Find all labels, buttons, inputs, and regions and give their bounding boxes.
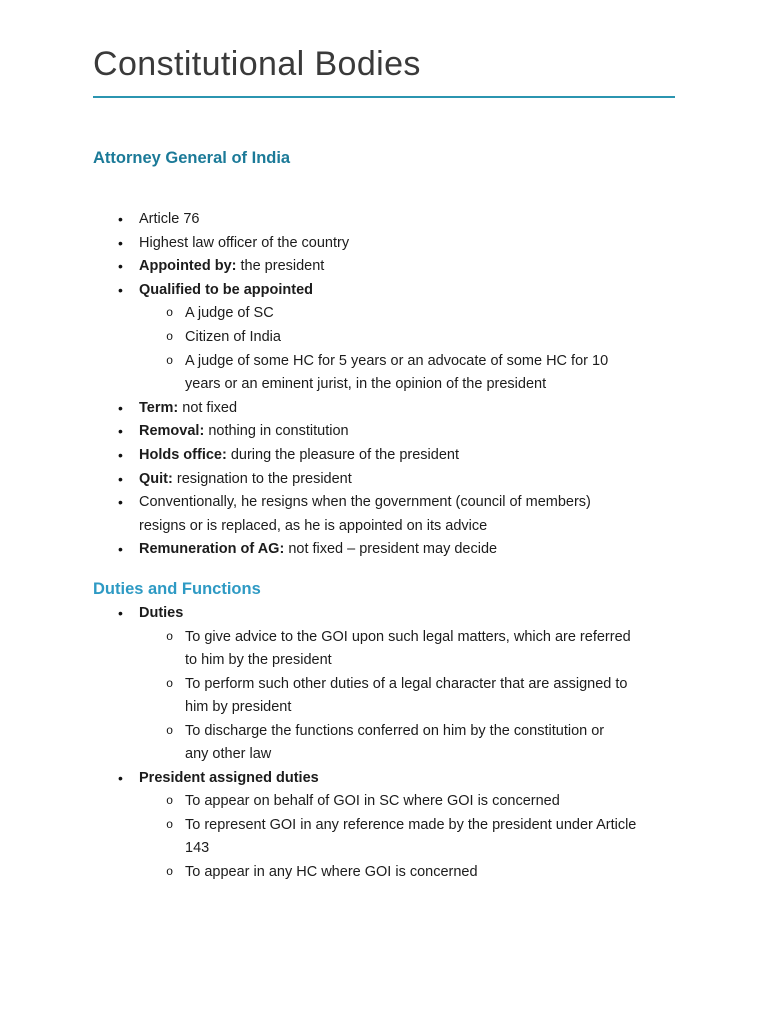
list-item [139, 491, 699, 538]
president-assigned-duties-sublist [185, 790, 699, 884]
sub-list-item [185, 302, 699, 326]
item-text: o Citizen of India [185, 328, 281, 345]
item-text: resignation to the president [176, 470, 352, 487]
list-item [139, 208, 699, 232]
sub-list-item [185, 350, 699, 397]
item-text: resigns or is replaced, as he is appointed on its advice [139, 517, 488, 534]
item-text: years or an eminent jurist, in the opinion of the president [185, 376, 547, 393]
item-text: 143 [185, 840, 210, 856]
section-heading-attorney-general: Attorney General of India [93, 149, 291, 167]
item-label: Appointed by: [139, 258, 237, 275]
item-text: not fixed [182, 399, 238, 416]
item-label: Qualified to be appointed [139, 281, 313, 298]
list-item [139, 468, 699, 492]
item-text: o To represent GOI in any reference made by the president under Article [185, 816, 637, 833]
sub-list-item [185, 814, 699, 861]
item-label: Removal: [139, 423, 205, 440]
attorney-general-list [139, 208, 699, 562]
sub-list-item [185, 326, 699, 350]
sub-list-item [185, 673, 699, 720]
item-text: o A judge of SC [185, 305, 274, 322]
item-text: Article 76 [139, 211, 200, 227]
item-text: o To perform such other duties of a legal character that are assigned to [185, 675, 628, 692]
sub-list-item [185, 861, 699, 885]
section-heading-duties-functions: Duties and Functions [93, 580, 261, 598]
item-text: o A judge of some HC for 5 years or an advocate of some HC for 10 [185, 352, 609, 369]
item-text: o To discharge the functions conferred on him by the constitution or [185, 722, 605, 739]
list-item [139, 767, 699, 885]
item-text: o To give advice to the GOI upon such legal matters, which are referred [185, 628, 631, 645]
item-text: to him by the president [185, 652, 332, 668]
item-label: Holds office: [139, 446, 227, 463]
item-text: o To appear on behalf of GOI in SC where GOI is concerned [185, 793, 560, 809]
list-item [139, 232, 699, 256]
sub-list-item [185, 626, 699, 673]
list-item [139, 602, 699, 767]
sub-list-item [185, 720, 699, 767]
duties-list [139, 602, 699, 884]
list-item [139, 255, 699, 279]
title-underline [93, 96, 675, 98]
item-text: • Conventionally, he resigns when the government (council of members) [139, 494, 591, 511]
item-label: Duties [139, 605, 184, 621]
list-item [139, 279, 699, 397]
item-text: not fixed – president may decide [288, 541, 498, 558]
item-text: the president [240, 258, 325, 275]
item-text: Highest law officer of the country [139, 234, 350, 251]
item-label: President assigned duties [139, 769, 319, 786]
list-item [139, 420, 699, 444]
list-item [139, 444, 699, 468]
item-label: Quit: [139, 470, 173, 487]
qualification-sublist [185, 302, 699, 396]
item-text: him by president [185, 699, 292, 715]
item-text: o To appear in any HC where GOI is concerned [185, 863, 478, 880]
list-item [139, 538, 699, 562]
item-label: Remuneration of AG: [139, 541, 285, 558]
sub-list-item [185, 790, 699, 814]
list-item [139, 397, 699, 421]
page-title: Constitutional Bodies [93, 45, 421, 83]
item-label: Term: [139, 399, 179, 416]
item-text: during the pleasure of the president [230, 446, 459, 463]
item-text: nothing in constitution [208, 423, 349, 440]
duties-sublist [185, 626, 699, 767]
item-text: any other law [185, 746, 272, 762]
